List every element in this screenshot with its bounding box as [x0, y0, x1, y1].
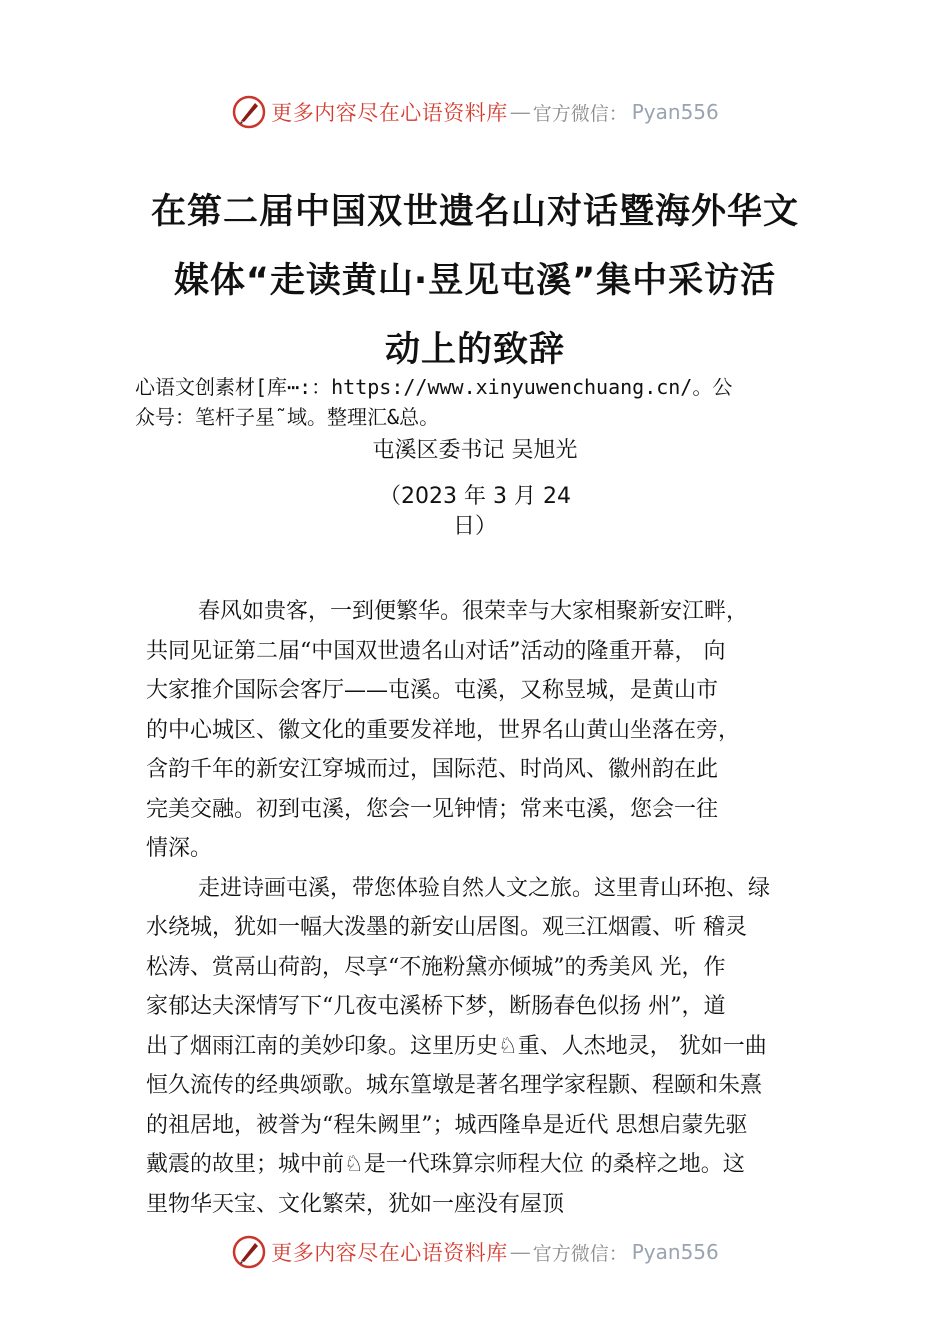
- paragraph: [146, 592, 846, 869]
- title-line: 动上的致辞: [384, 330, 565, 370]
- text-line: 完美交融。初到屯溪，您会一见钟情；常来屯溪，您会一往: [146, 796, 719, 822]
- text-line: 的中心城区、徽文化的重要发祥地，世界名山黄山坐落在旁，: [146, 717, 741, 743]
- paragraph: [146, 869, 846, 1225]
- banner-text: 更多内容尽在心语资料库: [271, 1241, 508, 1265]
- date-line: （2023 年 3 月 24: [379, 484, 571, 509]
- text-line: 走进诗画屯溪，带您体验自然人文之旅。这里青山环抱、绿: [198, 875, 771, 901]
- text-line: 戴震的故里；城中前♘是一代珠算宗师程大位 的桑梓之地。这: [146, 1152, 745, 1177]
- banner-wechat-label: 官方微信：: [532, 1242, 628, 1265]
- footer-watermark-banner: [0, 1232, 950, 1272]
- speech-body: [146, 592, 846, 1224]
- text-line: 含韵千年的新安江穿城而过，国际范、时尚风、徽州韵在此: [146, 757, 719, 782]
- page-title: [0, 178, 950, 385]
- text-line: 出了烟雨江南的美妙印象。这里历史♘重、人杰地灵， 犹如一曲: [146, 1033, 767, 1059]
- header-watermark-banner: [0, 92, 950, 132]
- source-line: 众号：笔杆子星˜域。整理汇&总。: [135, 405, 440, 429]
- quill-logo-icon: [231, 94, 267, 130]
- title-line: 媒体“走读黄山·昱见屯溪”集中采访活: [173, 261, 777, 301]
- banner-wechat-id: Pyan556: [631, 100, 719, 124]
- text-line: 共同见证第二届“中国双世遗名山对话”活动的隆重开幕， 向: [146, 638, 726, 664]
- banner-wechat-label: 官方微信：: [532, 102, 628, 125]
- text-line: 水绕城，犹如一幅大泼墨的新安山居图。观三江烟霞、听 稽灵: [146, 915, 747, 940]
- text-line: 的祖居地，被誉为“程朱阙里”；城西隆阜是近代 思想启蒙先驱: [146, 1112, 748, 1138]
- date-block: [0, 482, 950, 542]
- author-line: 屯溪区委书记 吴旭光: [372, 438, 578, 463]
- text-line: 松涛、赏鬲山荷韵，尽享“不施粉黛亦倾城”的秀美风 光，作: [146, 954, 726, 980]
- banner-text: 更多内容尽在心语资料库: [271, 101, 508, 125]
- source-note: [135, 372, 835, 432]
- text-line: 恒久流传的经典颂歌。城东篁墩是著名理学家程颢、程颐和朱熹: [146, 1073, 763, 1098]
- text-line: 家郁达夫深情写下“几夜屯溪桥下梦，断肠春色似扬 州”，道: [146, 994, 726, 1019]
- banner-dash: —: [509, 100, 531, 124]
- banner-wechat-id: Pyan556: [631, 1240, 719, 1264]
- text-line: 情深。: [146, 836, 213, 861]
- text-line: 春风如贵客，一到便繁华。很荣幸与大家相聚新安江畔，: [198, 599, 749, 624]
- text-line: 里物华天宝、文化繁荣，犹如一座没有屋顶: [146, 1191, 565, 1217]
- banner-dash: —: [509, 1240, 531, 1264]
- date-line: 日）: [452, 514, 497, 539]
- source-line: 心语文创素材[库⋯:：https://www.xinyuwenchuang.cn/。公: [135, 375, 733, 399]
- quill-logo-icon: [231, 1234, 267, 1270]
- text-line: 大家推介国际会客厅——屯溪。屯溪，又称昱城，是黄山市: [146, 678, 719, 703]
- title-line: 在第二届中国双世遗名山对话暨海外华文: [150, 192, 799, 232]
